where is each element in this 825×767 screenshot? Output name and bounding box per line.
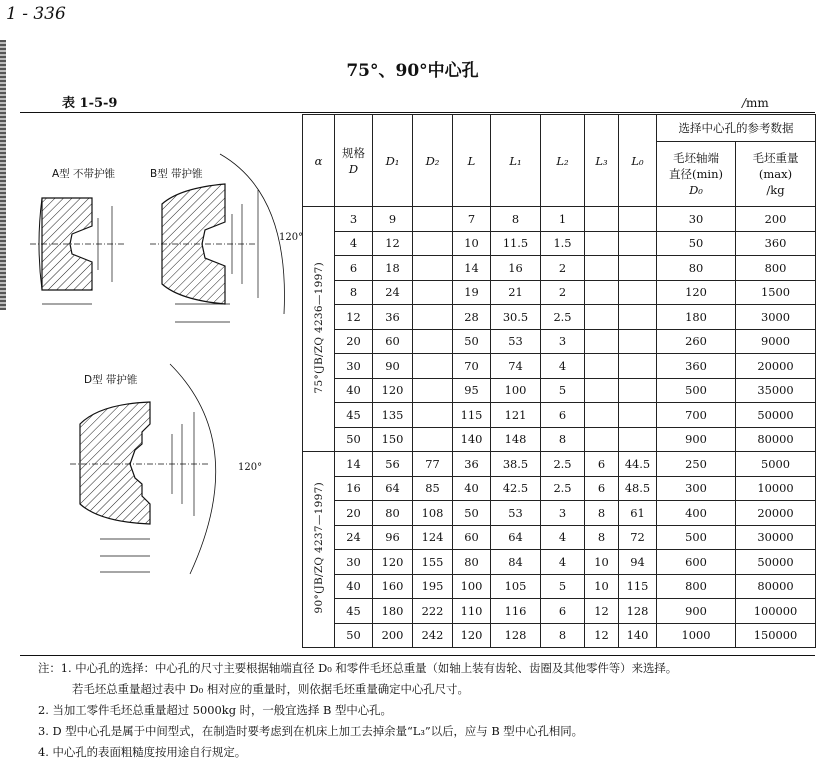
- table-cell: 105: [491, 574, 541, 599]
- table-cell: 2.5: [541, 476, 585, 501]
- table-cell: [585, 280, 619, 305]
- page-number: 1 - 336: [6, 4, 66, 24]
- table-cell: 85: [413, 476, 453, 501]
- table-cell: 5: [541, 574, 585, 599]
- table-cell: 21: [491, 280, 541, 305]
- table-cell: 400: [657, 501, 736, 526]
- table-row: [303, 574, 816, 599]
- table-cell: [585, 305, 619, 330]
- note-1: 注：1. 中心孔的选择：中心孔的尺寸主要根据轴端直径 D₀ 和零件毛坯总重量（如轴上装有齿轮、齿圈及其他零件等）来选择。: [38, 661, 678, 675]
- table-cell: 200: [736, 207, 816, 232]
- table-cell: 2: [541, 256, 585, 281]
- table-cell: 40: [453, 476, 491, 501]
- table-cell: 140: [619, 623, 657, 648]
- table-cell: [619, 403, 657, 428]
- table-cell: 80000: [736, 574, 816, 599]
- table-cell: 6: [585, 452, 619, 477]
- table-cell: 116: [491, 599, 541, 624]
- table-cell: 30000: [736, 525, 816, 550]
- table-cell: 70: [453, 354, 491, 379]
- table-cell: 600: [657, 550, 736, 575]
- table-cell: 120: [453, 623, 491, 648]
- group-label: 75°(JB/ZQ 4236—1997): [303, 207, 335, 452]
- table-row: [303, 525, 816, 550]
- table-cell: 45: [335, 403, 373, 428]
- group-label: 90°(JB/ZQ 4237—1997): [303, 452, 335, 648]
- table-cell: 150000: [736, 623, 816, 648]
- table-cell: 160: [373, 574, 413, 599]
- table-cell: 6: [335, 256, 373, 281]
- table-cell: 9000: [736, 329, 816, 354]
- note-3: 3. D 型中心孔是属于中间型式，在制造时要考虑到在机床上加工去掉余量“L₃”以后，应与 B 型中心孔相同。: [38, 724, 584, 738]
- col-shaft-diameter: 毛坯轴端 直径(min) D₀: [657, 142, 736, 207]
- table-cell: 148: [491, 427, 541, 452]
- table-cell: 10000: [736, 476, 816, 501]
- table-cell: 360: [736, 231, 816, 256]
- table-cell: 110: [453, 599, 491, 624]
- rows-75deg: [303, 207, 816, 452]
- table-cell: 53: [491, 501, 541, 526]
- table-cell: 50000: [736, 403, 816, 428]
- table-cell: 30: [335, 550, 373, 575]
- table-cell: 20: [335, 329, 373, 354]
- table-cell: 50: [335, 623, 373, 648]
- table-cell: 80: [453, 550, 491, 575]
- table-cell: 16: [335, 476, 373, 501]
- table-cell: 20000: [736, 501, 816, 526]
- table-cell: 80000: [736, 427, 816, 452]
- page-title: 75°、90°中心孔: [346, 61, 479, 81]
- table-cell: 12: [585, 599, 619, 624]
- table-row: [303, 501, 816, 526]
- table-cell: 1500: [736, 280, 816, 305]
- table-cell: 10: [585, 550, 619, 575]
- type-d-drawing: [70, 364, 216, 574]
- table-cell: 500: [657, 525, 736, 550]
- angle-label-b: 120°: [279, 232, 304, 243]
- table-cell: 12: [335, 305, 373, 330]
- table-cell: 50: [453, 329, 491, 354]
- table-cell: 6: [585, 476, 619, 501]
- col-l1: L₁: [491, 115, 541, 207]
- table-cell: 42.5: [491, 476, 541, 501]
- table-cell: 500: [657, 378, 736, 403]
- table-cell: 96: [373, 525, 413, 550]
- table-row: [303, 280, 816, 305]
- col-blank-weight: 毛坯重量 (max) /kg: [736, 142, 816, 207]
- table-cell: 9: [373, 207, 413, 232]
- table-row: [303, 476, 816, 501]
- angle-label-d: 120°: [238, 462, 263, 473]
- table-cell: [619, 378, 657, 403]
- table-cell: 84: [491, 550, 541, 575]
- note-4: 4. 中心孔的表面粗糙度按用途自行规定。: [38, 745, 247, 759]
- col-d1: D₁: [373, 115, 413, 207]
- table-cell: 180: [373, 599, 413, 624]
- table-cell: 7: [453, 207, 491, 232]
- table-cell: 180: [657, 305, 736, 330]
- table-cell: 94: [619, 550, 657, 575]
- table-cell: 300: [657, 476, 736, 501]
- table-bottom-rule: [20, 655, 815, 656]
- table-row: [303, 207, 816, 232]
- table-top-rule: [20, 112, 815, 113]
- table-cell: 195: [413, 574, 453, 599]
- table-cell: 100: [453, 574, 491, 599]
- table-cell: 30: [657, 207, 736, 232]
- table-cell: [413, 329, 453, 354]
- table-cell: [413, 207, 453, 232]
- table-cell: 10: [453, 231, 491, 256]
- table-cell: 8: [585, 501, 619, 526]
- table-row: [303, 452, 816, 477]
- table-cell: 1.5: [541, 231, 585, 256]
- center-hole-table: [302, 114, 816, 648]
- table-cell: 12: [585, 623, 619, 648]
- table-cell: 2: [541, 280, 585, 305]
- type-d-label: D型 带护锥: [84, 374, 138, 386]
- table-cell: 77: [413, 452, 453, 477]
- table-cell: 14: [453, 256, 491, 281]
- table-cell: 95: [453, 378, 491, 403]
- col-alpha: α: [303, 115, 335, 207]
- table-cell: 4: [335, 231, 373, 256]
- table-cell: 61: [619, 501, 657, 526]
- table-cell: 5: [541, 378, 585, 403]
- table-cell: 1: [541, 207, 585, 232]
- table-cell: [413, 403, 453, 428]
- note-2: 2. 当加工零件毛坯总重量超过 5000kg 时，一般宜选择 B 型中心孔。: [38, 703, 392, 717]
- table-cell: 120: [373, 550, 413, 575]
- table-cell: 3: [541, 501, 585, 526]
- table-cell: 35000: [736, 378, 816, 403]
- table-cell: [585, 378, 619, 403]
- table-row: [303, 354, 816, 379]
- type-b-label: B型 带护锥: [150, 168, 203, 180]
- table-cell: 19: [453, 280, 491, 305]
- table-cell: 30.5: [491, 305, 541, 330]
- table-row: [303, 305, 816, 330]
- table-cell: 8: [541, 427, 585, 452]
- table-cell: 140: [453, 427, 491, 452]
- table-cell: 115: [453, 403, 491, 428]
- table-cell: 128: [491, 623, 541, 648]
- table-cell: 36: [453, 452, 491, 477]
- table-cell: 50: [335, 427, 373, 452]
- table-cell: 28: [453, 305, 491, 330]
- table-cell: 90: [373, 354, 413, 379]
- table-cell: [619, 231, 657, 256]
- table-cell: [413, 427, 453, 452]
- table-cell: 8: [541, 623, 585, 648]
- table-cell: 115: [619, 574, 657, 599]
- table-cell: [413, 256, 453, 281]
- table-cell: 8: [585, 525, 619, 550]
- unit-label: /mm: [742, 96, 769, 110]
- table-cell: [619, 427, 657, 452]
- table-row: [303, 329, 816, 354]
- table-cell: 2.5: [541, 452, 585, 477]
- table-cell: 1000: [657, 623, 736, 648]
- table-cell: 11.5: [491, 231, 541, 256]
- table-cell: 2.5: [541, 305, 585, 330]
- table-cell: 56: [373, 452, 413, 477]
- center-hole-drawings: [20, 114, 302, 654]
- table-cell: [585, 207, 619, 232]
- table-cell: [619, 256, 657, 281]
- table-cell: 64: [373, 476, 413, 501]
- table-cell: 100: [491, 378, 541, 403]
- table-cell: 3: [541, 329, 585, 354]
- col-spec: 规格 D: [335, 115, 373, 207]
- table-row: [303, 599, 816, 624]
- table-cell: 100000: [736, 599, 816, 624]
- table-cell: 64: [491, 525, 541, 550]
- table-cell: [585, 231, 619, 256]
- table-cell: 74: [491, 354, 541, 379]
- table-cell: 700: [657, 403, 736, 428]
- table-cell: 36: [373, 305, 413, 330]
- table-cell: 45: [335, 599, 373, 624]
- table-cell: 80: [373, 501, 413, 526]
- table-cell: [619, 207, 657, 232]
- table-cell: 150: [373, 427, 413, 452]
- table-cell: 360: [657, 354, 736, 379]
- col-l: L: [453, 115, 491, 207]
- table-cell: 242: [413, 623, 453, 648]
- table-cell: [413, 305, 453, 330]
- table-cell: 14: [335, 452, 373, 477]
- table-cell: 4: [541, 550, 585, 575]
- table-cell: [413, 378, 453, 403]
- table-cell: 3: [335, 207, 373, 232]
- table-cell: 121: [491, 403, 541, 428]
- table-cell: 24: [373, 280, 413, 305]
- table-cell: 38.5: [491, 452, 541, 477]
- table-cell: 50: [453, 501, 491, 526]
- type-a-drawing: [30, 198, 124, 304]
- col-ref-group: 选择中心孔的参考数据: [657, 115, 816, 142]
- table-cell: 128: [619, 599, 657, 624]
- table-cell: [413, 280, 453, 305]
- table-cell: 260: [657, 329, 736, 354]
- col-l3: L₃: [585, 115, 619, 207]
- table-cell: 20000: [736, 354, 816, 379]
- table-cell: [585, 354, 619, 379]
- table-cell: 6: [541, 599, 585, 624]
- table-cell: [585, 403, 619, 428]
- table-cell: 135: [373, 403, 413, 428]
- table-number: 表 1-5-9: [62, 96, 118, 111]
- table-cell: 8: [335, 280, 373, 305]
- table-cell: 800: [657, 574, 736, 599]
- table-cell: 80: [657, 256, 736, 281]
- table-cell: [413, 231, 453, 256]
- col-l2: L₂: [541, 115, 585, 207]
- type-a-label: A型 不带护锥: [52, 168, 116, 180]
- table-cell: [619, 280, 657, 305]
- table-cell: [585, 427, 619, 452]
- table-cell: 16: [491, 256, 541, 281]
- table-cell: [585, 256, 619, 281]
- table-cell: 72: [619, 525, 657, 550]
- table-cell: 4: [541, 354, 585, 379]
- table-cell: 900: [657, 599, 736, 624]
- table-row: [303, 623, 816, 648]
- table-cell: 4: [541, 525, 585, 550]
- table-cell: 6: [541, 403, 585, 428]
- table-cell: 53: [491, 329, 541, 354]
- table-cell: 48.5: [619, 476, 657, 501]
- table-cell: 20: [335, 501, 373, 526]
- table-cell: 108: [413, 501, 453, 526]
- table-cell: 50000: [736, 550, 816, 575]
- note-1-continued: 若毛坯总重量超过表中 D₀ 相对应的重量时，则依据毛坯重量确定中心孔尺寸。: [72, 682, 469, 696]
- table-cell: 800: [736, 256, 816, 281]
- table-cell: 222: [413, 599, 453, 624]
- table-cell: 120: [373, 378, 413, 403]
- table-cell: 250: [657, 452, 736, 477]
- table-cell: 8: [491, 207, 541, 232]
- table-cell: 900: [657, 427, 736, 452]
- rows-90deg: [303, 452, 816, 648]
- table-row: [303, 403, 816, 428]
- table-row: [303, 427, 816, 452]
- table-cell: 60: [453, 525, 491, 550]
- table-cell: 40: [335, 574, 373, 599]
- table-cell: 3000: [736, 305, 816, 330]
- table-cell: [585, 329, 619, 354]
- table-cell: 10: [585, 574, 619, 599]
- table-cell: 5000: [736, 452, 816, 477]
- table-cell: 40: [335, 378, 373, 403]
- table-cell: 18: [373, 256, 413, 281]
- table-row: [303, 378, 816, 403]
- table-cell: 44.5: [619, 452, 657, 477]
- table-cell: 12: [373, 231, 413, 256]
- table-cell: 155: [413, 550, 453, 575]
- table-cell: [619, 329, 657, 354]
- table-cell: 30: [335, 354, 373, 379]
- table-cell: [619, 305, 657, 330]
- table-row: [303, 550, 816, 575]
- col-l0: L₀: [619, 115, 657, 207]
- table-cell: 24: [335, 525, 373, 550]
- col-d2: D₂: [413, 115, 453, 207]
- table-cell: 124: [413, 525, 453, 550]
- table-cell: 50: [657, 231, 736, 256]
- table-cell: 60: [373, 329, 413, 354]
- table-cell: [619, 354, 657, 379]
- table-cell: 120: [657, 280, 736, 305]
- table-cell: 200: [373, 623, 413, 648]
- table-row: [303, 256, 816, 281]
- table-cell: [413, 354, 453, 379]
- table-row: [303, 231, 816, 256]
